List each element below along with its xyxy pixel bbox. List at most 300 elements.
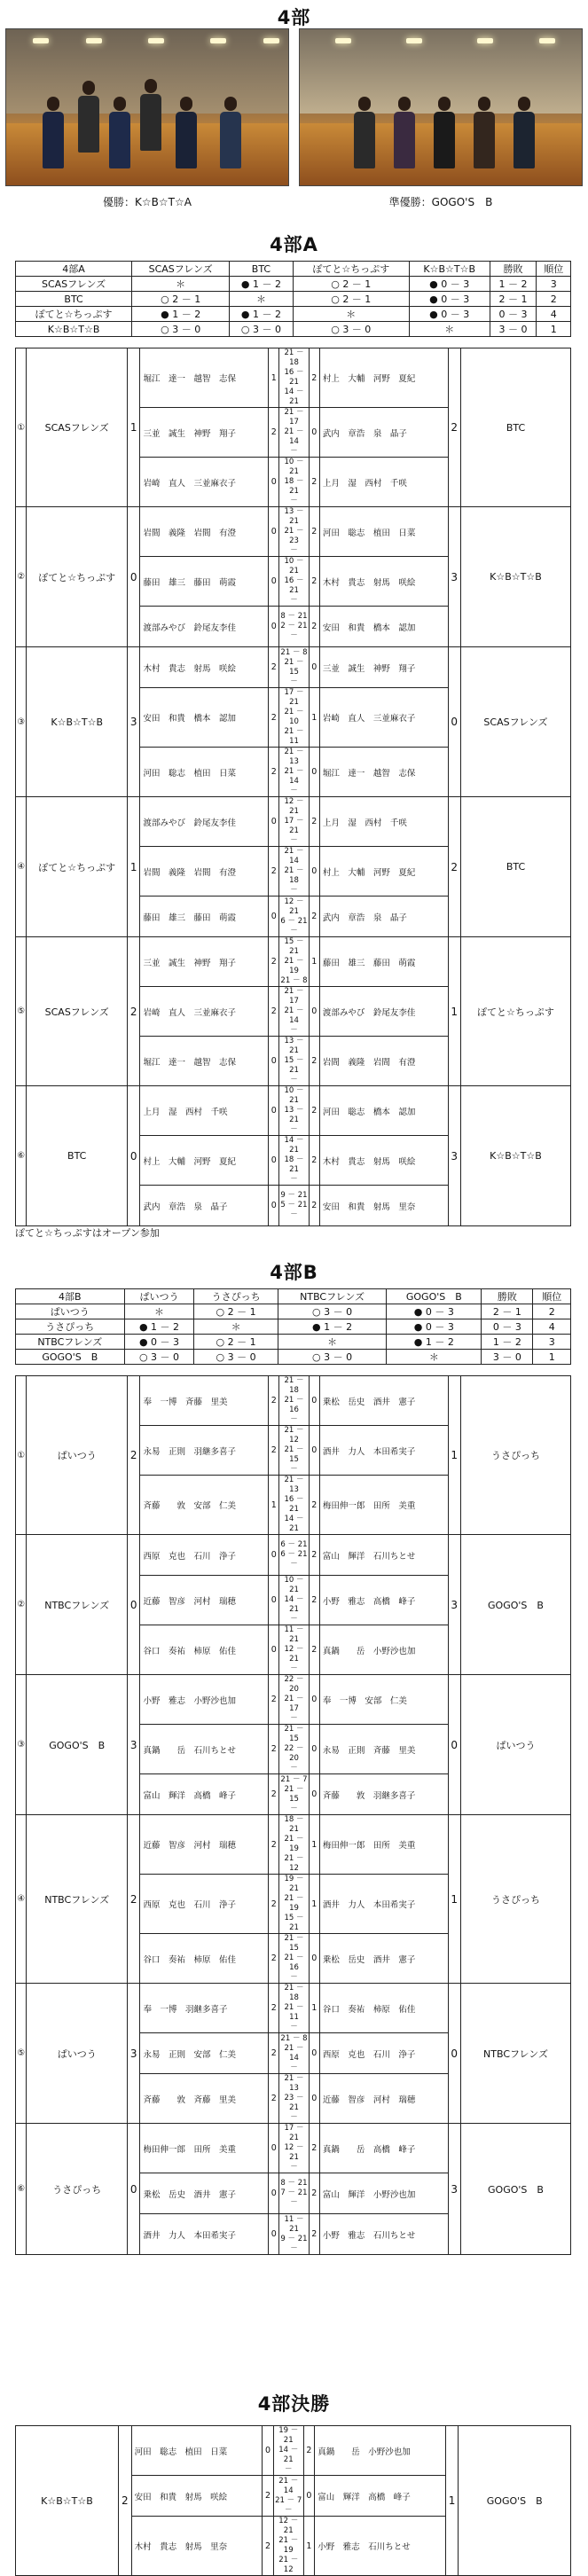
set-score: － (290, 1714, 298, 1723)
set-score: 11 － 21 (284, 2214, 304, 2234)
opponent-player-pair: 斉藤 敦 羽継多喜子 (319, 1774, 448, 1815)
summary-header-cell: SCASフレンズ (132, 262, 230, 277)
summary-team-name: ぱいつう (16, 1304, 125, 1319)
games-won: 2 (269, 1815, 279, 1875)
final-match-table (15, 2425, 571, 2576)
set-score: 21 － 8 (280, 2033, 308, 2043)
set-score: － (290, 836, 298, 845)
player-pair: 三並 誠生 神野 翔子 (140, 408, 269, 458)
match-game-row (16, 2124, 571, 2173)
games-won: 0 (269, 507, 279, 557)
summary-header-cell: GOGO'S B (387, 1289, 482, 1304)
match-number: ⑥ (16, 2124, 27, 2255)
set-score: 13 － 21 (284, 1106, 304, 1124)
set-score: － (290, 1415, 298, 1424)
games-won: 2 (263, 2517, 274, 2576)
match-opponent-name: GOGO'S B (459, 2426, 571, 2576)
set-score: 21 － 7 (280, 1774, 308, 1784)
player-pair: 西原 克也 石川 浄子 (140, 1875, 269, 1934)
summary-row (16, 1319, 571, 1335)
set-scores (279, 507, 309, 557)
set-score: 8 － 21 (280, 2179, 308, 2188)
set-scores (279, 2214, 309, 2255)
set-scores (279, 1725, 309, 1774)
set-score: － (290, 787, 298, 795)
opponent-games-won: 0 (309, 647, 319, 688)
set-score: 14 － 21 (284, 1595, 304, 1614)
set-score: 23 － 21 (284, 2094, 304, 2112)
player-pair: 上月 湿 西村 千咲 (140, 1086, 269, 1136)
games-won: 2 (269, 2074, 279, 2124)
match-team-name: SCASフレンズ (27, 937, 128, 1086)
set-score: 8 － 21 (280, 612, 308, 621)
match-game-row (16, 1535, 571, 1576)
games-won: 0 (269, 557, 279, 607)
set-score: 21 － 12 (278, 2556, 299, 2574)
set-score: 21 － 14 (284, 427, 304, 446)
player-pair: 近藤 智彦 河村 瑞穂 (140, 1576, 269, 1625)
set-score: 5 － 21 (280, 1201, 308, 1210)
games-won: 2 (269, 1376, 279, 1426)
set-scores (279, 2033, 309, 2074)
match-game-row (16, 1086, 571, 1136)
player-pair: 堀江 達一 越智 志保 (140, 348, 269, 408)
player-pair: 河田 聡志 植田 日菜 (140, 748, 269, 797)
set-score: － (290, 447, 298, 456)
set-score: 13 － 21 (284, 1037, 304, 1055)
opponent-player-pair: 真鍋 岳 高橋 峰子 (319, 2124, 448, 2173)
match-team-name: ぱいつう (27, 1376, 128, 1535)
summary-result-cell: ○ 2 － 1 (293, 292, 409, 307)
summary-team-name: ぽてと☆ちっぷす (16, 307, 132, 322)
summary-rank: 4 (537, 307, 571, 322)
set-score: 10 － 21 (284, 557, 304, 575)
opponent-games-won: 2 (309, 458, 319, 507)
set-score: 21 － 11 (284, 2003, 304, 2022)
summary-result-cell: ○ 2 － 1 (194, 1304, 278, 1319)
opponent-games-won: 0 (309, 1934, 319, 1984)
set-score: 21 － 19 (284, 1835, 304, 1853)
match-team-name: GOGO'S B (27, 1675, 128, 1815)
set-score: 12 － 21 (284, 897, 304, 916)
summary-result-cell: ● 0 － 3 (124, 1335, 194, 1350)
opponent-games-won: 0 (309, 748, 319, 797)
set-score: － (284, 2505, 293, 2515)
match-team-points: 2 (128, 1815, 140, 1984)
player-pair: 斉藤 敦 斉藤 里美 (140, 2074, 269, 2124)
games-won: 0 (269, 1037, 279, 1086)
match-opponent-name: K☆B☆T☆B (460, 1086, 570, 1226)
summary-header-cell: 順位 (533, 1289, 571, 1304)
photo-captions (0, 186, 588, 216)
opponent-player-pair: 谷口 奏祐 柿原 佑佳 (319, 1984, 448, 2033)
set-score: 21 － 15 (284, 1784, 304, 1804)
set-score: 9 － 21 (280, 2234, 308, 2243)
set-scores (279, 2074, 309, 2124)
match-game-row (16, 797, 571, 847)
games-won: 0 (269, 2214, 279, 2255)
set-score: － (290, 497, 298, 505)
summary-result-cell: ＊ (124, 1304, 194, 1319)
set-score: 15 － 21 (284, 937, 304, 956)
photo-row (0, 28, 588, 186)
player-pair: 三並 誠生 神野 翔子 (140, 937, 269, 987)
opponent-player-pair: 三並 誠生 神野 翔子 (319, 647, 448, 688)
set-score: 21 － 11 (284, 727, 304, 746)
opponent-player-pair: 西原 克也 石川 浄子 (319, 2033, 448, 2074)
player-pair: 堀江 達一 越智 志保 (140, 1037, 269, 1086)
summary-result-cell: ● 1 － 2 (387, 1335, 482, 1350)
match-team-name: BTC (27, 1086, 128, 1226)
set-score: 14 － 21 (284, 1515, 304, 1533)
set-score: 12 － 21 (284, 797, 304, 816)
opponent-player-pair: 岩崎 直人 三並麻衣子 (319, 688, 448, 748)
opponent-player-pair: 木村 貴志 射馬 咲絵 (319, 1136, 448, 1186)
match-opponent-points: 3 (448, 1535, 460, 1675)
group-a-matches-table (15, 348, 571, 1226)
player-pair: 河田 聡志 植田 日菜 (131, 2426, 263, 2476)
games-won: 2 (269, 2033, 279, 2074)
set-score: 21 － 16 (284, 1954, 304, 1972)
match-team-points: 0 (128, 1086, 140, 1226)
games-won: 1 (269, 348, 279, 408)
summary-result-cell: ○ 3 － 0 (230, 322, 293, 337)
summary-result-cell: 2 － 1 (490, 292, 537, 307)
set-score: － (290, 2063, 298, 2072)
match-team-name: K☆B☆T☆B (27, 647, 128, 797)
player-pair: 酒井 力人 本田希実子 (140, 2214, 269, 2255)
set-score: 12 － 21 (284, 2143, 304, 2162)
set-score: 13 － 21 (284, 507, 304, 526)
match-team-name: K☆B☆T☆B (16, 2426, 119, 2576)
match-number: ② (16, 507, 27, 647)
match-opponent-points: 1 (448, 937, 460, 1086)
set-scores (279, 1625, 309, 1675)
player-pair: 渡部みやび 鈴尾友李佳 (140, 797, 269, 847)
summary-result-cell: ● 1 － 2 (278, 1319, 387, 1335)
summary-result-cell: ○ 3 － 0 (194, 1350, 278, 1365)
set-score: 21 － 14 (278, 2476, 299, 2495)
summary-result-cell: ● 1 － 2 (230, 277, 293, 292)
set-score: 10 － 21 (284, 1086, 304, 1105)
opponent-games-won: 1 (309, 1815, 319, 1875)
games-won: 0 (269, 1086, 279, 1136)
match-number: ② (16, 1535, 27, 1675)
match-game-row (16, 1376, 571, 1426)
match-opponent-points: 0 (448, 1984, 460, 2124)
opponent-player-pair: 上月 湿 西村 千咲 (319, 458, 448, 507)
set-scores (279, 1875, 309, 1934)
set-score: 15 － 21 (284, 1914, 304, 1932)
summary-row (16, 307, 571, 322)
summary-result-cell: ● 0 － 3 (409, 307, 490, 322)
summary-header-cell: ぽてと☆ちっぷす (293, 262, 409, 277)
opponent-player-pair: 小野 雅志 石川ちとせ (319, 2214, 448, 2255)
games-won: 0 (269, 2124, 279, 2173)
set-score: 16 － 21 (284, 576, 304, 595)
match-team-points: 2 (118, 2426, 131, 2576)
match-team-name: ぽてと☆ちっぷす (27, 507, 128, 647)
summary-rank: 1 (533, 1350, 571, 1365)
set-score: 21 － 12 (284, 1426, 304, 1445)
player-pair: 谷口 奏祐 柿原 佑佳 (140, 1625, 269, 1675)
summary-team-name: GOGO'S B (16, 1350, 125, 1365)
set-score: 21 － 17 (284, 987, 304, 1006)
match-team-name: ぱいつう (27, 1984, 128, 2124)
set-score: － (290, 886, 298, 895)
opponent-player-pair: 永易 正則 斉藤 里美 (319, 1725, 448, 1774)
winner-photo (5, 28, 289, 186)
set-score: － (290, 1026, 298, 1035)
runner-up-photo (299, 28, 583, 186)
summary-result-cell: ○ 2 － 1 (132, 292, 230, 307)
summary-header-cell: K☆B☆T☆B (409, 262, 490, 277)
opponent-player-pair: 梅田伸一郎 田所 美重 (319, 1476, 448, 1535)
set-score: － (290, 2113, 298, 2122)
match-number: ① (16, 348, 27, 507)
match-game-row (16, 348, 571, 408)
opponent-player-pair: 酒井 力人 本田希実子 (319, 1875, 448, 1934)
set-score: 6 － 21 (280, 1540, 308, 1549)
games-won: 0 (263, 2426, 274, 2476)
summary-header-cell: BTC (230, 262, 293, 277)
match-team-points: 2 (128, 937, 140, 1086)
summary-result-cell: ○ 3 － 0 (278, 1350, 387, 1365)
player-pair: 岩崎 直人 三並麻衣子 (140, 458, 269, 507)
set-scores (279, 688, 309, 748)
opponent-player-pair: 富山 輝洋 高橋 峰子 (315, 2476, 446, 2517)
set-score: 2 － 21 (280, 622, 308, 630)
set-scores (279, 1576, 309, 1625)
set-score: － (290, 1076, 298, 1084)
summary-rank: 3 (537, 277, 571, 292)
set-score: 21 － 18 (284, 348, 304, 367)
opponent-games-won: 2 (309, 348, 319, 408)
summary-result-cell: ＊ (409, 322, 490, 337)
games-won: 0 (269, 607, 279, 647)
opponent-games-won: 0 (309, 1376, 319, 1426)
set-scores (279, 1984, 309, 2033)
games-won: 2 (269, 748, 279, 797)
player-pair: 藤田 雄三 藤田 萌霞 (140, 557, 269, 607)
match-opponent-name: ぽてと☆ちっぷす (460, 937, 570, 1086)
match-team-points: 0 (128, 2124, 140, 2255)
set-score: － (290, 1764, 298, 1773)
match-game-row (16, 1984, 571, 2033)
set-score: － (290, 2198, 298, 2207)
set-scores (279, 797, 309, 847)
summary-rank: 4 (533, 1319, 571, 1335)
runner-up-caption: 準優勝：GOGO'S B (388, 195, 493, 208)
opponent-games-won: 2 (309, 1086, 319, 1136)
summary-row (16, 1350, 571, 1365)
set-scores (279, 987, 309, 1037)
opponent-games-won: 2 (309, 897, 319, 937)
opponent-player-pair: 木村 貴志 射馬 咲絵 (319, 557, 448, 607)
player-pair: 永易 正則 羽継多喜子 (140, 1426, 269, 1476)
opponent-games-won: 2 (309, 797, 319, 847)
match-game-row (16, 2426, 571, 2476)
opponent-games-won: 2 (309, 1037, 319, 1086)
opponent-player-pair: 河田 聡志 植田 日菜 (319, 507, 448, 557)
player-pair: 藤田 雄三 藤田 萌霞 (140, 897, 269, 937)
set-score: － (290, 926, 298, 936)
opponent-games-won: 0 (309, 1725, 319, 1774)
match-opponent-points: 3 (448, 1086, 460, 1226)
set-score: 22 － 20 (284, 1744, 304, 1763)
summary-rank: 3 (533, 1335, 571, 1350)
player-pair: 奉 一博 羽継多喜子 (140, 1984, 269, 2033)
games-won: 2 (269, 688, 279, 748)
match-team-points: 1 (128, 348, 140, 507)
summary-result-cell: ＊ (387, 1350, 482, 1365)
set-score: 21 － 13 (284, 748, 304, 766)
summary-result-cell: ○ 3 － 0 (293, 322, 409, 337)
summary-result-cell: ● 1 － 2 (230, 307, 293, 322)
set-score: － (290, 1804, 298, 1813)
match-number: ③ (16, 1675, 27, 1815)
set-score: 19 － 21 (284, 1875, 304, 1893)
summary-row (16, 1335, 571, 1350)
summary-row (16, 1304, 571, 1319)
set-scores (279, 897, 309, 937)
set-score: － (290, 1210, 298, 1219)
set-score: 17 － 21 (284, 817, 304, 835)
player-pair: 真鍋 岳 石川ちとせ (140, 1725, 269, 1774)
match-number: ⑥ (16, 1086, 27, 1226)
match-opponent-points: 1 (445, 2426, 459, 2576)
summary-result-cell: ＊ (293, 307, 409, 322)
player-pair: 乗松 岳史 酒井 憲子 (140, 2173, 269, 2214)
opponent-games-won: 2 (309, 2124, 319, 2173)
games-won: 2 (269, 1774, 279, 1815)
set-score: 21 － 14 (284, 847, 304, 865)
match-number: ④ (16, 797, 27, 937)
summary-result-cell: ＊ (194, 1319, 278, 1335)
summary-result-cell: 1 － 2 (482, 1335, 533, 1350)
summary-result-cell: ● 0 － 3 (387, 1304, 482, 1319)
match-number: ① (16, 1376, 27, 1535)
set-scores (279, 1136, 309, 1186)
opponent-games-won: 0 (309, 1774, 319, 1815)
set-score: 21 － 15 (284, 1934, 304, 1953)
opponent-games-won: 1 (309, 1984, 319, 2033)
summary-result-cell: 0 － 3 (482, 1319, 533, 1335)
games-won: 2 (269, 1675, 279, 1725)
match-opponent-name: GOGO'S B (460, 1535, 570, 1675)
opponent-player-pair: 乗松 岳史 酒井 憲子 (319, 1934, 448, 1984)
match-opponent-name: K☆B☆T☆B (460, 507, 570, 647)
set-score: － (290, 1973, 298, 1982)
set-score: 11 － 21 (284, 1625, 304, 1644)
opponent-games-won: 1 (309, 688, 319, 748)
player-pair: 渡部みやび 鈴尾友李佳 (140, 607, 269, 647)
summary-header-cell: 勝敗 (482, 1289, 533, 1304)
player-pair: 永易 正則 安部 仁美 (140, 2033, 269, 2074)
set-score: 10 － 21 (284, 1576, 304, 1594)
summary-row (16, 292, 571, 307)
opponent-player-pair: 武内 章浩 泉 晶子 (319, 408, 448, 458)
set-score: 10 － 21 (284, 458, 304, 476)
set-score: 21 － 7 (275, 2495, 302, 2505)
set-scores (279, 1186, 309, 1226)
games-won: 2 (269, 987, 279, 1037)
opponent-games-won: 0 (303, 2476, 315, 2517)
page-title: 4部 (277, 7, 311, 28)
set-scores (279, 1774, 309, 1815)
summary-header-cell: 4部B (16, 1289, 125, 1304)
summary-result-cell: 3 － 0 (482, 1350, 533, 1365)
opponent-player-pair: 藤田 雄三 藤田 萌霞 (319, 937, 448, 987)
set-score: 21 － 17 (284, 1695, 304, 1713)
player-pair: 谷口 奏祐 柿原 佑佳 (140, 1934, 269, 1984)
set-score: 21 － 8 (280, 976, 308, 985)
summary-rank: 2 (537, 292, 571, 307)
opponent-player-pair: 渡部みやび 鈴尾友李佳 (319, 987, 448, 1037)
opponent-player-pair: 富山 輝洋 石川ちとせ (319, 1535, 448, 1576)
summary-team-name: SCASフレンズ (16, 277, 132, 292)
match-opponent-points: 3 (448, 2124, 460, 2255)
summary-result-cell: ● 1 － 2 (132, 307, 230, 322)
set-scores (279, 1934, 309, 1984)
set-score: 16 － 21 (284, 368, 304, 387)
match-opponent-points: 1 (448, 1376, 460, 1535)
player-pair: 岩崎 直人 三並麻衣子 (140, 987, 269, 1037)
games-won: 0 (269, 897, 279, 937)
match-team-points: 3 (128, 1675, 140, 1815)
opponent-player-pair: 富山 輝洋 小野沙也加 (319, 2173, 448, 2214)
group-a-note: ぽてと☆ちっぷすはオープン参加 (15, 1227, 160, 1239)
summary-result-cell: ● 1 － 2 (124, 1319, 194, 1335)
opponent-player-pair: 武内 章浩 泉 晶子 (319, 897, 448, 937)
match-team-name: NTBCフレンズ (27, 1815, 128, 1984)
set-score: － (290, 546, 298, 555)
player-pair: 西原 克也 石川 浄子 (140, 1535, 269, 1576)
match-number: ③ (16, 647, 27, 797)
player-pair: 村上 大輔 河野 夏紀 (140, 1136, 269, 1186)
set-score: － (290, 1615, 298, 1624)
set-score: 12 － 21 (278, 2517, 299, 2535)
set-score: － (290, 1560, 298, 1569)
match-team-name: NTBCフレンズ (27, 1535, 128, 1675)
opponent-games-won: 1 (309, 937, 319, 987)
set-scores (279, 458, 309, 507)
match-opponent-name: うさぴっち (460, 1815, 570, 1984)
match-opponent-name: ぱいつう (460, 1675, 570, 1815)
opponent-player-pair: 近藤 智彦 河村 瑞穂 (319, 2074, 448, 2124)
set-score: － (290, 1175, 298, 1184)
group-b-matches-table (15, 1375, 571, 2255)
summary-result-cell: ● 0 － 3 (387, 1319, 482, 1335)
summary-result-cell: 0 － 3 (490, 307, 537, 322)
set-score: 21 － 14 (284, 767, 304, 786)
set-score: － (290, 1465, 298, 1474)
player-pair: 安田 和貴 橋本 認加 (140, 688, 269, 748)
summary-result-cell: ○ 3 － 0 (124, 1350, 194, 1365)
opponent-player-pair: 安田 和貴 橋本 認加 (319, 607, 448, 647)
set-score: 21 － 12 (284, 1854, 304, 1873)
set-score: 22 － 20 (284, 1675, 304, 1694)
set-scores (279, 1815, 309, 1875)
set-score: 21 － 16 (284, 1396, 304, 1414)
opponent-games-won: 0 (309, 847, 319, 897)
opponent-player-pair: 村上 大輔 河野 夏紀 (319, 847, 448, 897)
set-score: 21 － 19 (284, 957, 304, 975)
games-won: 0 (269, 797, 279, 847)
opponent-games-won: 2 (309, 607, 319, 647)
match-opponent-points: 3 (448, 507, 460, 647)
set-score: 21 － 13 (284, 1476, 304, 1494)
